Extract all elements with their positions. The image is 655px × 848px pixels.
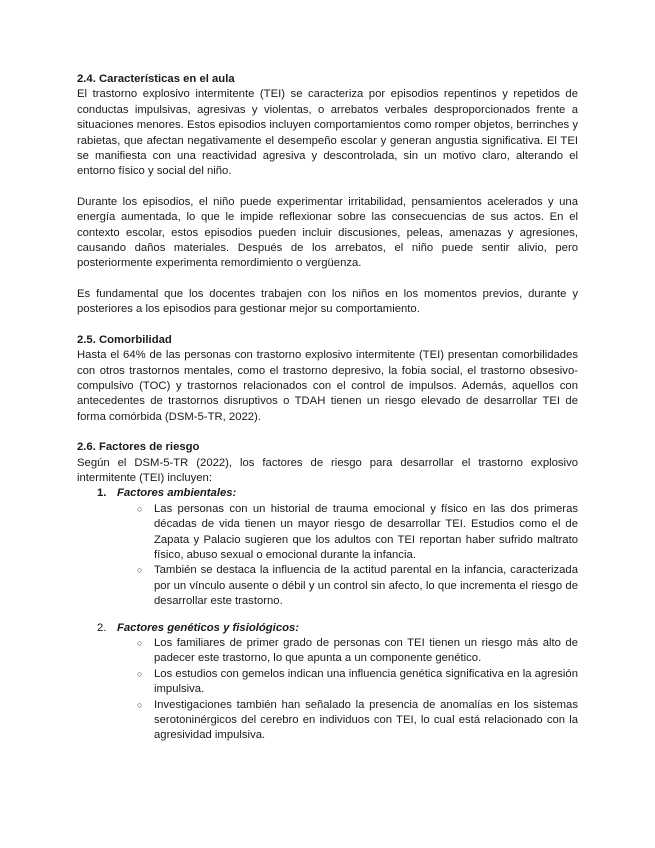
paragraph: Según el DSM-5-TR (2022), los factores de riesgo para desarrollar el trastorno explosivo intermitente (TEI) incluyen: — [77, 456, 578, 484]
list-item: ○ Las personas con un historial de trauma emocional y físico en las dos primeras décadas de vida tienen un mayor riesgo de desarrollar TEI. Estudios como el de Zapata y Palacio sugieren que los adultos con TEI reportan haber sufrido maltrato físico, abuso sexual o emocional durante la infancia. — [154, 502, 578, 564]
list-number: 1. — [97, 487, 107, 500]
list-title: Factores genéticos y fisiológicos: — [117, 621, 300, 634]
numbered-item — [77, 486, 578, 501]
numbered-item — [77, 621, 578, 636]
paragraph: Hasta el 64% de las personas con trastorno explosivo intermitente (TEI) presentan comorbilidades con otros trastornos mentales, como el trastorno depresivo, la fobia social, el trastorno obsesivo-compulsivo (TOC) y trastornos relacionados con el control de impulsos. Además, aquellos con antecedentes de trastornos disruptivos o TDAH tienen un riesgo elevado de desarrollar TEI de forma comórbida (DSM-5-TR, 2022). — [77, 349, 578, 423]
bullet-list — [77, 502, 578, 610]
list-number: 2. — [97, 621, 107, 634]
list-item: ○ Los estudios con gemelos indican una influencia genética significativa en la agresión impulsiva. — [154, 667, 578, 698]
paragraph: Durante los episodios, el niño puede experimentar irritabilidad, pensamientos acelerados y una energía aumentada, lo que le impide reflexionar sobre las consecuencias de sus actos. En el contexto escolar, estos episodios pueden incluir discusiones, peleas, amenazas y agresiones, causando daños materiales. Después de los arrebatos, el niño puede sentir alivio, pero posteriormente experimenta remordimiento o vergüenza. — [77, 195, 578, 270]
list-item: ○ Investigaciones también han señalado la presencia de anomalías en los sistemas serotoninérgicos del cerebro en individuos con TEI, lo cual está relacionado con la agresividad impulsiva. — [154, 698, 578, 744]
list-item: ○ Los familiares de primer grado de personas con TEI tienen un riesgo más alto de padecer este trastorno, lo que apunta a un componente genético. — [154, 636, 578, 667]
bullet-list — [77, 636, 578, 744]
section-heading-2-6: 2.6. Factores de riesgo — [77, 441, 200, 454]
section-heading-2-4: 2.4. Características en el aula — [77, 73, 235, 85]
list-item: ○ También se destaca la influencia de la actitud parental en la infancia, caracterizada por un vínculo ausente o débil y un control sin afecto, lo que incrementa el riesgo de desarrollar este trastorno. — [154, 563, 578, 609]
paragraph: Es fundamental que los docentes trabajen con los niños en los momentos previos, durante y posteriores a los episodios para gestionar mejor su comportamiento. — [77, 287, 578, 316]
list-title: Factores ambientales: — [117, 487, 237, 500]
section-heading-2-5: 2.5. Comorbilidad — [77, 333, 172, 346]
paragraph: El trastorno explosivo intermitente (TEI) se caracteriza por episodios repentinos y repetidos de conductas impulsivas, agresivas y violentas, o arrebatos verbales desproporcionados frente a situaciones menores. Estos episodios incluyen comportamientos como romper objetos, berrinches y rabietas, que afectan negativamente el desempeño escolar y generan angustia significativa. El TEI se manifiesta con una reactividad agresiva y descontrolada, sin un motivo claro, alterando el entorno físico y social del niño. — [77, 88, 578, 178]
document-page — [77, 72, 578, 744]
